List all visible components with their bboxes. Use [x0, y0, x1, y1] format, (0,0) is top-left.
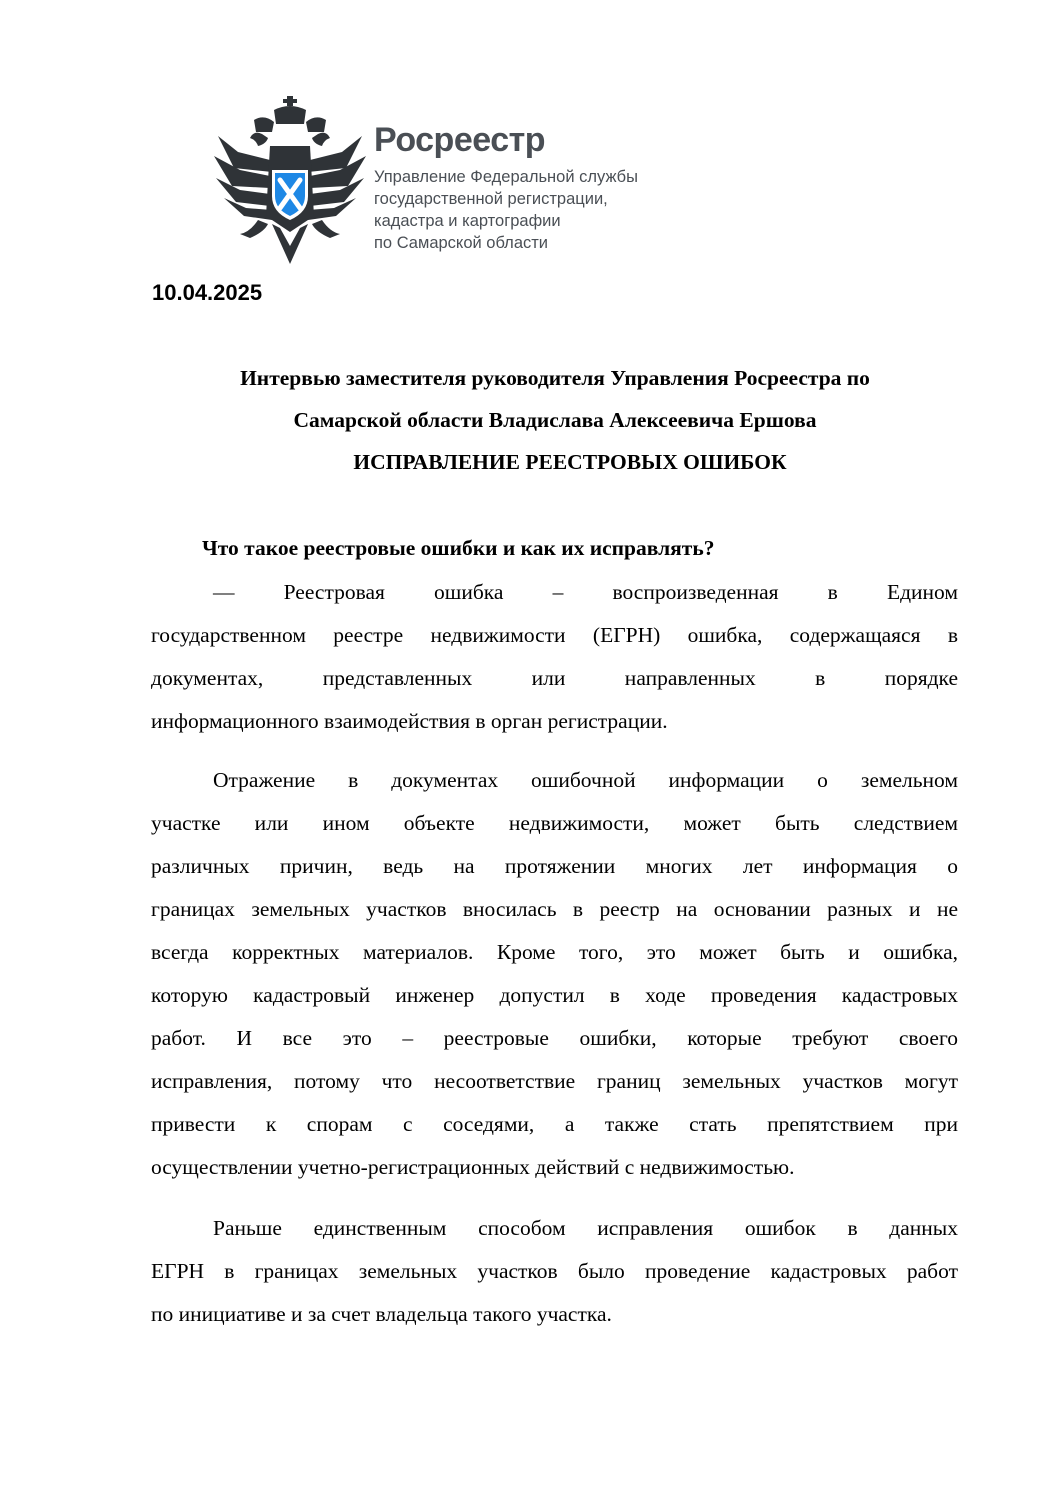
paragraph-line: документах, представленных или направленных в порядке [151, 666, 958, 690]
paragraph-line: Отражение в документах ошибочной информации о земельном [213, 768, 958, 792]
org-subtitle-line: Управление Федеральной службы [374, 168, 638, 186]
document-date: 10.04.2025 [152, 280, 263, 305]
paragraph-line: привести к спорам с соседями, а также стать препятствием при [151, 1112, 958, 1136]
paragraph-line: ЕГРН в границах земельных участков было проведение кадастровых работ [151, 1259, 958, 1283]
org-name: Росреестр [374, 121, 546, 159]
org-subtitle-line: кадастра и картографии [374, 212, 561, 230]
double-headed-eagle-emblem-icon [210, 96, 370, 264]
org-subtitle-line: по Самарской области [374, 234, 549, 252]
org-subtitle-line: государственной регистрации, [374, 190, 608, 208]
paragraph-line: которую кадастровый инженер допустил в ходе проведения кадастровых [151, 983, 958, 1007]
paragraph-line: информационного взаимодействия в орган регистрации. [151, 709, 668, 733]
title-line-1: Интервью заместителя руководителя Управления Росреестра по [240, 366, 870, 390]
paragraph-2 [151, 759, 958, 1189]
paragraph-line: исправления, потому что несоответствие границ земельных участков могут [151, 1069, 958, 1093]
paragraph-line: Раньше единственным способом исправления ошибок в данных [213, 1216, 958, 1240]
paragraph-line: по инициативе и за счет владельца такого участка. [151, 1302, 612, 1326]
paragraph-line: всегда корректных материалов. Кроме того, это может быть и ошибка, [151, 940, 958, 964]
paragraph-1 [151, 571, 958, 743]
paragraph-line: осуществлении учетно-регистрационных действий с недвижимостью. [151, 1155, 795, 1179]
paragraph-line: границах земельных участков вносилась в реестр на основании разных и не [151, 897, 958, 921]
title-line-2: Самарской области Владислава Алексеевича Ершова [293, 408, 817, 432]
org-subtitle [374, 166, 638, 254]
title-heading: ИСПРАВЛЕНИЕ РЕЕСТРОВЫХ ОШИБОК [353, 450, 787, 474]
paragraph-line: — Реестровая ошибка – воспроизведенная в Едином [213, 580, 958, 604]
paragraph-line: различных причин, ведь на протяжении многих лет информация о [151, 854, 958, 878]
paragraph-line: государственном реестре недвижимости (ЕГРН) ошибка, содержащаяся в [151, 623, 958, 647]
paragraph-line: работ. И все это – реестровые ошибки, которые требуют своего [151, 1026, 958, 1050]
paragraph-3 [151, 1207, 958, 1336]
paragraph-line: участке или ином объекте недвижимости, может быть следствием [151, 811, 958, 835]
header-logo-block [210, 96, 710, 266]
interview-question: Что такое реестровые ошибки и как их исправлять? [202, 536, 715, 560]
